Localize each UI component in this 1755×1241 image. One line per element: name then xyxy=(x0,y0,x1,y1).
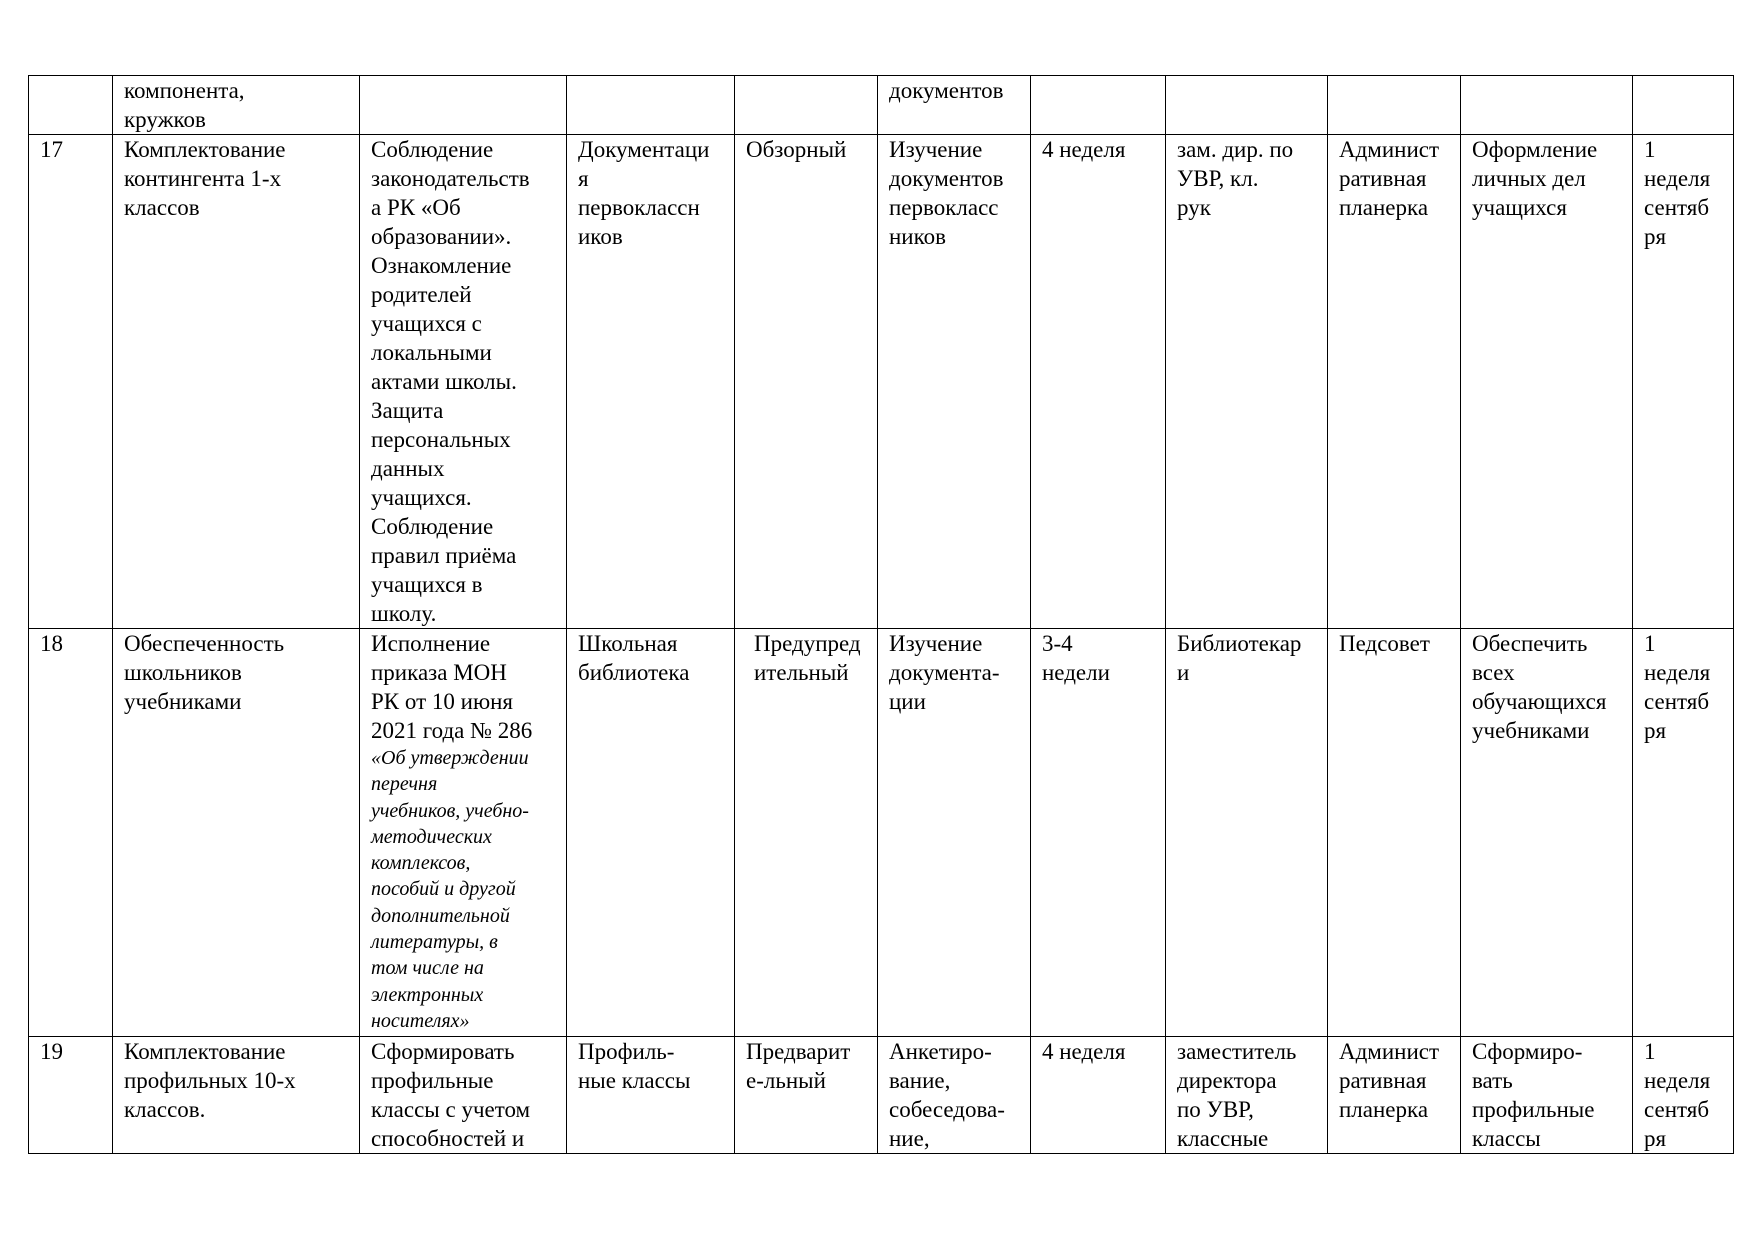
cell-text-line: учащихся в xyxy=(371,572,483,597)
control-plan-table xyxy=(28,75,1734,1154)
responsible-cell xyxy=(1166,1037,1328,1154)
cell-text-line: иков xyxy=(578,224,623,249)
control-type-cell xyxy=(735,76,878,135)
cell-text-line: кружков xyxy=(124,107,206,132)
cell-text-line: недели xyxy=(1042,660,1110,685)
cell-text-line: Защита xyxy=(371,398,444,423)
cell-text-line: классов. xyxy=(124,1097,206,1122)
row-number-cell xyxy=(29,76,113,135)
cell-text-line: сентяб xyxy=(1644,689,1710,714)
cell-text-line: планерка xyxy=(1339,1097,1429,1122)
cell-italic-line: учебников, учебно- xyxy=(371,799,529,822)
cell-text-line: документа- xyxy=(889,660,1000,685)
control-goal-cell xyxy=(360,76,567,135)
cell-text-line: по УВР, xyxy=(1177,1097,1254,1122)
cell-text-line: а РК «Об xyxy=(371,195,461,220)
cell-text-line: ративная xyxy=(1339,1068,1427,1093)
cell-text-line: персональных xyxy=(371,427,511,452)
cell-italic-line: электронных xyxy=(371,983,484,1006)
cell-text-line: законодательств xyxy=(371,166,530,191)
cell-text-line: 2021 года № 286 xyxy=(371,718,533,743)
cell-text-line: заместитель xyxy=(1177,1039,1297,1064)
control-goal-cell xyxy=(360,629,567,1037)
secondary-control-cell xyxy=(1633,135,1734,629)
cell-text-line: Обзорный xyxy=(746,137,847,162)
cell-text-line: Педсовет xyxy=(1339,631,1430,656)
cell-text-line: учащихся с xyxy=(371,311,482,336)
control-term-cell xyxy=(1031,76,1166,135)
control-subject-cell xyxy=(567,76,735,135)
cell-italic-line: пособий и другой xyxy=(371,878,516,901)
cell-text-line: учащихся xyxy=(1472,195,1567,220)
cell-text-line: ря xyxy=(1644,1126,1667,1151)
cell-text-line: Комплектование xyxy=(124,1039,286,1064)
cell-text-line: неделя xyxy=(1644,166,1711,191)
cell-text-line: ные классы xyxy=(578,1068,691,1093)
cell-text-line: Предварит xyxy=(746,1039,851,1064)
table-row xyxy=(29,76,1734,135)
cell-text-line: УВР, кл. xyxy=(1177,166,1259,191)
cell-text-line: данных xyxy=(371,456,445,481)
cell-text-line: Профиль- xyxy=(578,1039,675,1064)
cell-text-line: ительный xyxy=(754,660,849,685)
cell-italic-line: носителях» xyxy=(371,1009,470,1032)
cell-text-line: всех xyxy=(1472,660,1515,685)
control-type-cell xyxy=(735,135,878,629)
cell-italic-line: комплексов, xyxy=(371,852,471,875)
cell-text-line: приказа МОН xyxy=(371,660,507,685)
cell-text-line: классные xyxy=(1177,1126,1269,1151)
control-method-cell xyxy=(878,76,1031,135)
cell-text-line: 4 неделя xyxy=(1042,1039,1126,1064)
responsible-cell xyxy=(1166,135,1328,629)
cell-text-line: ря xyxy=(1644,224,1667,249)
responsible-cell xyxy=(1166,629,1328,1037)
cell-text-line: Школьная xyxy=(578,631,678,656)
cell-text-line: собеседова- xyxy=(889,1097,1005,1122)
cell-text-line: Сформиро- xyxy=(1472,1039,1583,1064)
cell-text-line: 3-4 xyxy=(1042,631,1073,656)
cell-text-line: ников xyxy=(889,224,946,249)
secondary-control-cell xyxy=(1633,1037,1734,1154)
control-method-cell xyxy=(878,629,1031,1037)
cell-text-line: локальными xyxy=(371,340,492,365)
control-object-cell xyxy=(113,1037,360,1154)
responsible-cell xyxy=(1166,76,1328,135)
cell-text-line: правил приёма xyxy=(371,543,517,568)
cell-text-line: неделя xyxy=(1644,1068,1711,1093)
cell-text-line: школьников xyxy=(124,660,242,685)
cell-text-line: Оформление xyxy=(1472,137,1598,162)
cell-text-line: документов xyxy=(889,78,1004,103)
cell-italic-line: перечня xyxy=(371,773,438,796)
cell-text-line: РК от 10 июня xyxy=(371,689,514,714)
cell-italic-line: «Об утверждении xyxy=(371,747,529,769)
cell-text-line: 1 xyxy=(1644,1039,1656,1064)
cell-text-line: Ознакомление xyxy=(371,253,512,278)
cell-text-line: неделя xyxy=(1644,660,1711,685)
cell-text-line: Сформировать xyxy=(371,1039,515,1064)
cell-text-line: классов xyxy=(124,195,200,220)
review-place-cell xyxy=(1328,1037,1461,1154)
cell-text-line: ции xyxy=(889,689,926,714)
decision-cell xyxy=(1461,629,1633,1037)
cell-text-line: профильные xyxy=(371,1068,494,1093)
secondary-control-cell xyxy=(1633,629,1734,1037)
cell-text-line: рук xyxy=(1177,195,1211,220)
cell-text-line: первоклассн xyxy=(578,195,700,220)
cell-text-line: компонента, xyxy=(124,78,245,103)
cell-text-line: ние, xyxy=(889,1126,930,1151)
cell-italic-line: методических xyxy=(371,825,492,848)
cell-text-line: ря xyxy=(1644,718,1667,743)
cell-text-line: профильных 10-х xyxy=(124,1068,296,1093)
cell-text-line: е-льный xyxy=(746,1068,826,1093)
control-type-cell xyxy=(735,1037,878,1154)
cell-text-line: Обеспеченность xyxy=(124,631,285,656)
row-number-cell: 19 xyxy=(29,1037,113,1154)
secondary-control-cell xyxy=(1633,76,1734,135)
cell-text-line: родителей xyxy=(371,282,472,307)
cell-text-line: Комплектование xyxy=(124,137,286,162)
control-object-cell xyxy=(113,76,360,135)
cell-text-line: Предупред xyxy=(754,631,861,656)
cell-text-line: документов xyxy=(889,166,1004,191)
cell-text-line: 1 xyxy=(1644,631,1656,656)
cell-text-line: Админист xyxy=(1339,137,1440,162)
cell-text-line: личных дел xyxy=(1472,166,1586,191)
cell-text-line: ративная xyxy=(1339,166,1427,191)
row-number-cell: 18 xyxy=(29,629,113,1037)
control-method-cell xyxy=(878,135,1031,629)
cell-text-line: контингента 1-х xyxy=(124,166,282,191)
cell-text-line: образовании». xyxy=(371,224,512,249)
table-row xyxy=(29,135,1734,629)
control-term-cell xyxy=(1031,629,1166,1037)
review-place-cell xyxy=(1328,629,1461,1037)
cell-italic-line: дополнительной xyxy=(371,904,510,927)
cell-text-line: школу. xyxy=(371,601,437,626)
control-goal-cell xyxy=(360,135,567,629)
table-row xyxy=(29,1037,1734,1154)
cell-text-line: учащихся. xyxy=(371,485,472,510)
decision-cell xyxy=(1461,135,1633,629)
cell-text-line: Соблюдение xyxy=(371,137,494,162)
cell-text-line: учебниками xyxy=(1472,718,1590,743)
cell-text-line: Соблюдение xyxy=(371,514,494,539)
cell-text-line: первокласс xyxy=(889,195,999,220)
cell-text-line: классы с учетом xyxy=(371,1097,531,1122)
cell-text-line: Документаци xyxy=(578,137,710,162)
cell-text-line: и xyxy=(1177,660,1190,685)
review-place-cell xyxy=(1328,76,1461,135)
cell-text-line: я xyxy=(578,166,589,191)
review-place-cell xyxy=(1328,135,1461,629)
cell-text-line: библиотека xyxy=(578,660,690,685)
cell-text-line: директора xyxy=(1177,1068,1277,1093)
cell-text-line: учебниками xyxy=(124,689,242,714)
control-object-cell xyxy=(113,629,360,1037)
cell-text-line: актами школы. xyxy=(371,369,517,394)
cell-text-line: обучающихся xyxy=(1472,689,1607,714)
cell-text-line: Обеспечить xyxy=(1472,631,1588,656)
control-term-cell xyxy=(1031,135,1166,629)
control-object-cell xyxy=(113,135,360,629)
cell-text-line: вать xyxy=(1472,1068,1513,1093)
cell-text-line: Библиотекар xyxy=(1177,631,1302,656)
cell-text-line: 4 неделя xyxy=(1042,137,1126,162)
cell-text-line: Анкетиро- xyxy=(889,1039,992,1064)
cell-text-line: профильные xyxy=(1472,1097,1595,1122)
decision-cell xyxy=(1461,76,1633,135)
cell-text-line: Изучение xyxy=(889,137,983,162)
cell-text-line: 1 xyxy=(1644,137,1656,162)
cell-text-line: способностей и xyxy=(371,1126,525,1151)
cell-text-line: вание, xyxy=(889,1068,951,1093)
cell-text-line: зам. дир. по xyxy=(1177,137,1294,162)
control-type-cell xyxy=(735,629,878,1037)
cell-text-line: Изучение xyxy=(889,631,983,656)
cell-text-line: сентяб xyxy=(1644,195,1710,220)
cell-text-line: планерка xyxy=(1339,195,1429,220)
cell-text-line: Админист xyxy=(1339,1039,1440,1064)
cell-italic-line: том числе на xyxy=(371,957,484,980)
cell-text-line: классы xyxy=(1472,1126,1541,1151)
control-goal-cell xyxy=(360,1037,567,1154)
control-term-cell xyxy=(1031,1037,1166,1154)
cell-italic-line: литературы, в xyxy=(371,931,498,954)
control-method-cell xyxy=(878,1037,1031,1154)
decision-cell xyxy=(1461,1037,1633,1154)
cell-text-line: Исполнение xyxy=(371,631,491,656)
control-subject-cell xyxy=(567,1037,735,1154)
control-subject-cell xyxy=(567,629,735,1037)
row-number-cell: 17 xyxy=(29,135,113,629)
cell-text-line: сентяб xyxy=(1644,1097,1710,1122)
control-subject-cell xyxy=(567,135,735,629)
table-row xyxy=(29,629,1734,1037)
